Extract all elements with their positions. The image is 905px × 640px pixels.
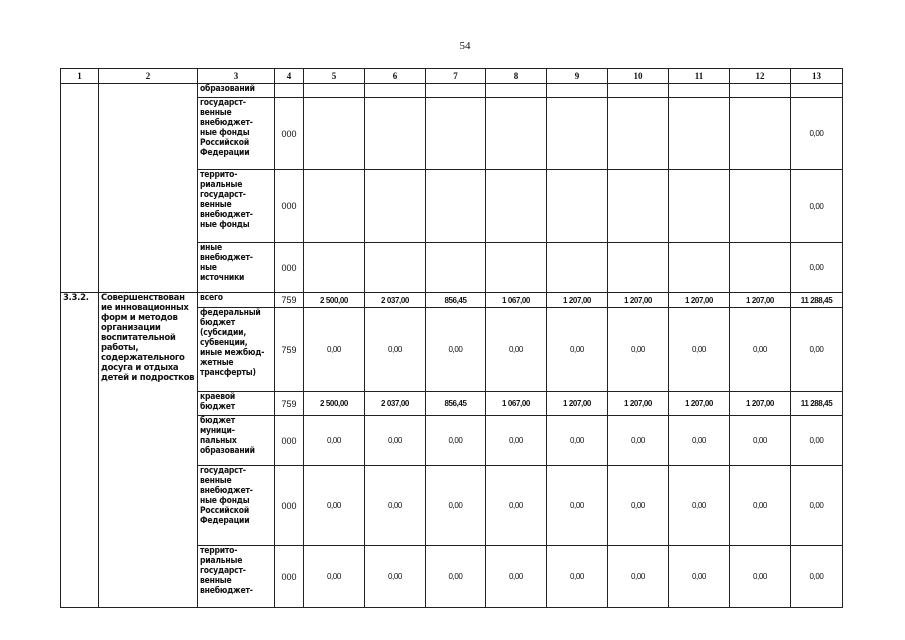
value-cell: 0,00	[791, 308, 843, 392]
value-cell: 0,00	[426, 546, 486, 608]
code-cell: 000	[275, 243, 304, 293]
value-cell: 2 500,00	[304, 392, 365, 416]
value-cell	[730, 84, 791, 98]
source-label: бюджет муници- пальных образований	[198, 416, 275, 466]
column-header: 1	[61, 69, 99, 84]
value-cell: 0,00	[730, 546, 791, 608]
source-label: террито- риальные государст- венные внебюджет- ные фонды	[198, 170, 275, 243]
value-cell: 856,45	[426, 392, 486, 416]
value-cell: 0,00	[547, 546, 608, 608]
column-header: 8	[486, 69, 547, 84]
code-cell: 000	[275, 98, 304, 170]
value-cell	[426, 243, 486, 293]
code-cell: 759	[275, 293, 304, 308]
value-cell: 2 037,00	[365, 293, 426, 308]
source-label: федеральный бюджет (субсидии, субвенции, иные межбюд- жетные трансферты)	[198, 308, 275, 392]
value-cell: 11 288,45	[791, 293, 843, 308]
code-cell: 000	[275, 416, 304, 466]
value-cell: 1 207,00	[669, 392, 730, 416]
column-header: 2	[99, 69, 198, 84]
value-cell: 0,00	[547, 416, 608, 466]
cell-col2-empty	[99, 84, 198, 293]
value-cell	[547, 243, 608, 293]
source-label: иные внебюджет- ные источники	[198, 243, 275, 293]
value-cell: 0,00	[547, 466, 608, 546]
table-row	[61, 84, 843, 98]
value-cell	[669, 243, 730, 293]
value-cell: 11 288,45	[791, 392, 843, 416]
value-cell	[608, 170, 669, 243]
value-cell	[730, 170, 791, 243]
value-cell	[426, 84, 486, 98]
column-header: 11	[669, 69, 730, 84]
code-cell: 000	[275, 546, 304, 608]
value-cell: 0,00	[365, 308, 426, 392]
value-cell: 0,00	[608, 466, 669, 546]
value-cell	[730, 98, 791, 170]
section-title: Совершенствован ие инновационных форм и методов организации воспитательной работы, содержательного досуга и отдыха детей и подростков	[99, 293, 198, 608]
value-cell	[608, 84, 669, 98]
column-header: 7	[426, 69, 486, 84]
source-label: государст- венные внебюджет- ные фонды Российской Федерации	[198, 98, 275, 170]
value-cell: 2 500,00	[304, 293, 365, 308]
code-cell	[275, 84, 304, 98]
code-cell: 000	[275, 466, 304, 546]
table-row-total	[61, 293, 843, 308]
value-cell	[547, 170, 608, 243]
value-cell: 0,00	[486, 416, 547, 466]
value-cell: 0,00	[365, 546, 426, 608]
column-header: 5	[304, 69, 365, 84]
page-number: 54	[459, 40, 471, 52]
value-cell: 0,00	[791, 416, 843, 466]
column-header: 9	[547, 69, 608, 84]
value-cell: 0,00	[791, 98, 843, 170]
value-cell: 0,00	[304, 416, 365, 466]
value-cell	[608, 243, 669, 293]
value-cell	[608, 98, 669, 170]
value-cell: 0,00	[608, 308, 669, 392]
value-cell: 1 207,00	[608, 392, 669, 416]
value-cell	[426, 170, 486, 243]
value-cell	[547, 98, 608, 170]
value-cell: 1 207,00	[730, 392, 791, 416]
value-cell: 0,00	[426, 466, 486, 546]
value-cell: 0,00	[730, 416, 791, 466]
value-cell: 0,00	[304, 466, 365, 546]
value-cell: 1 207,00	[608, 293, 669, 308]
value-cell: 0,00	[791, 466, 843, 546]
column-number-row	[61, 69, 843, 84]
value-cell: 856,45	[426, 293, 486, 308]
value-cell: 0,00	[791, 546, 843, 608]
value-cell: 0,00	[791, 170, 843, 243]
source-label: террито- риальные государст- венные внебюджет-	[198, 546, 275, 608]
value-cell: 0,00	[304, 308, 365, 392]
value-cell	[486, 98, 547, 170]
value-cell: 0,00	[486, 466, 547, 546]
value-cell	[486, 84, 547, 98]
value-cell: 0,00	[669, 466, 730, 546]
value-cell: 0,00	[669, 308, 730, 392]
value-cell	[669, 98, 730, 170]
column-header: 6	[365, 69, 426, 84]
cell-col1-empty	[61, 84, 99, 293]
code-cell: 759	[275, 308, 304, 392]
value-cell	[669, 84, 730, 98]
value-cell: 1 207,00	[669, 293, 730, 308]
source-label: краевой бюджет	[198, 392, 275, 416]
column-header: 10	[608, 69, 669, 84]
value-cell	[304, 243, 365, 293]
code-cell: 000	[275, 170, 304, 243]
value-cell: 1 067,00	[486, 392, 547, 416]
value-cell	[304, 84, 365, 98]
column-header: 4	[275, 69, 304, 84]
value-cell	[426, 98, 486, 170]
value-cell: 0,00	[791, 243, 843, 293]
value-cell	[365, 243, 426, 293]
value-cell	[365, 84, 426, 98]
value-cell: 1 207,00	[547, 392, 608, 416]
column-header: 3	[198, 69, 275, 84]
value-cell	[304, 170, 365, 243]
value-cell: 0,00	[426, 416, 486, 466]
section-number: 3.3.2.	[61, 293, 99, 608]
column-header: 12	[730, 69, 791, 84]
value-cell	[486, 170, 547, 243]
value-cell: 0,00	[608, 416, 669, 466]
value-cell: 0,00	[547, 308, 608, 392]
value-cell: 1 207,00	[730, 293, 791, 308]
value-cell	[365, 98, 426, 170]
value-cell: 2 037,00	[365, 392, 426, 416]
source-label: государст- венные внебюджет- ные фонды Российской Федерации	[198, 466, 275, 546]
source-label: образований	[198, 84, 275, 98]
budget-table	[60, 68, 843, 608]
value-cell: 0,00	[730, 466, 791, 546]
value-cell: 0,00	[486, 308, 547, 392]
code-cell: 759	[275, 392, 304, 416]
value-cell: 0,00	[730, 308, 791, 392]
value-cell	[304, 98, 365, 170]
value-cell	[730, 243, 791, 293]
value-cell	[547, 84, 608, 98]
value-cell	[791, 84, 843, 98]
value-cell: 0,00	[669, 416, 730, 466]
value-cell: 0,00	[365, 466, 426, 546]
value-cell: 1 207,00	[547, 293, 608, 308]
value-cell: 1 067,00	[486, 293, 547, 308]
value-cell: 0,00	[365, 416, 426, 466]
value-cell	[365, 170, 426, 243]
value-cell	[669, 170, 730, 243]
value-cell	[486, 243, 547, 293]
value-cell: 0,00	[608, 546, 669, 608]
source-label: всего	[198, 293, 275, 308]
value-cell: 0,00	[304, 546, 365, 608]
value-cell: 0,00	[426, 308, 486, 392]
value-cell: 0,00	[669, 546, 730, 608]
value-cell: 0,00	[486, 546, 547, 608]
column-header: 13	[791, 69, 843, 84]
